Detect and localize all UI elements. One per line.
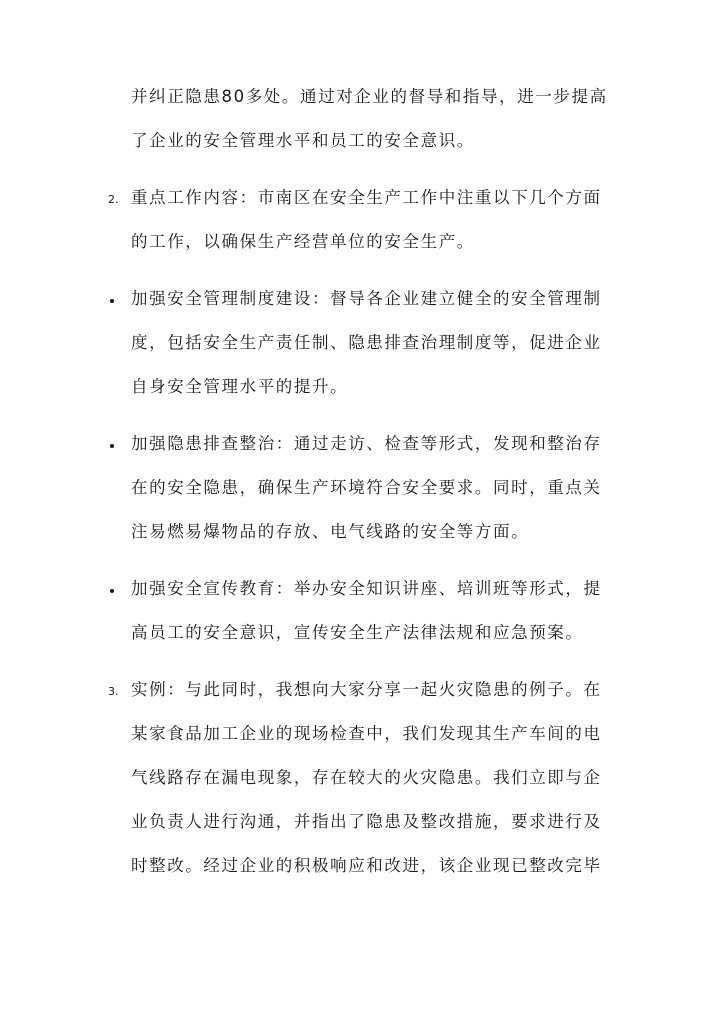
bullet-icon	[110, 589, 114, 593]
text-line: 时整改。经过企业的积极响应和改进，该企业现已整改完毕	[131, 856, 602, 875]
text-line: 某家食品加工企业的现场检查中，我们发现其生产车间的电	[131, 724, 602, 743]
text-line: 高员工的安全意识，宣传安全生产法律法规和应急预案。	[131, 623, 584, 642]
text-line: 业负责人进行沟通，并指出了隐患及整改措施，要求进行及	[131, 812, 602, 831]
text-line: 注易燃易爆物品的存放、电气线路的安全等方面。	[131, 522, 530, 541]
text-line: 加强安全宣传教育：举办安全知识讲座、培训班等形式，提	[131, 579, 602, 598]
text-line: 自身安全管理水平的提升。	[131, 377, 349, 396]
list-number: 3.	[108, 685, 119, 698]
text-line: 度，包括安全生产责任制、隐患排查治理制度等，促进企业	[131, 333, 602, 352]
text-line: 了企业的安全管理水平和员工的安全意识。	[131, 131, 475, 150]
text-line: 加强隐患排查整治：通过走访、检查等形式，发现和整治存	[131, 434, 602, 453]
bullet-icon	[110, 299, 114, 303]
text-line: 实例：与此同时，我想向大家分享一起火灾隐患的例子。在	[131, 680, 602, 699]
text-line: 在的安全隐患，确保生产环境符合安全要求。同时，重点关	[131, 478, 602, 497]
text-line: 并纠正隐患80多处。通过对企业的督导和指导，进一步提高	[131, 87, 608, 106]
text-line: 加强安全管理制度建设：督导各企业建立健全的安全管理制	[131, 289, 602, 308]
bullet-icon	[110, 444, 114, 448]
text-line: 重点工作内容：市南区在安全生产工作中注重以下几个方面	[131, 188, 602, 207]
text-line: 气线路存在漏电现象，存在较大的火灾隐患。我们立即与企	[131, 768, 602, 787]
text-line: 的工作，以确保生产经营单位的安全生产。	[131, 232, 475, 251]
list-number: 2.	[108, 193, 119, 206]
